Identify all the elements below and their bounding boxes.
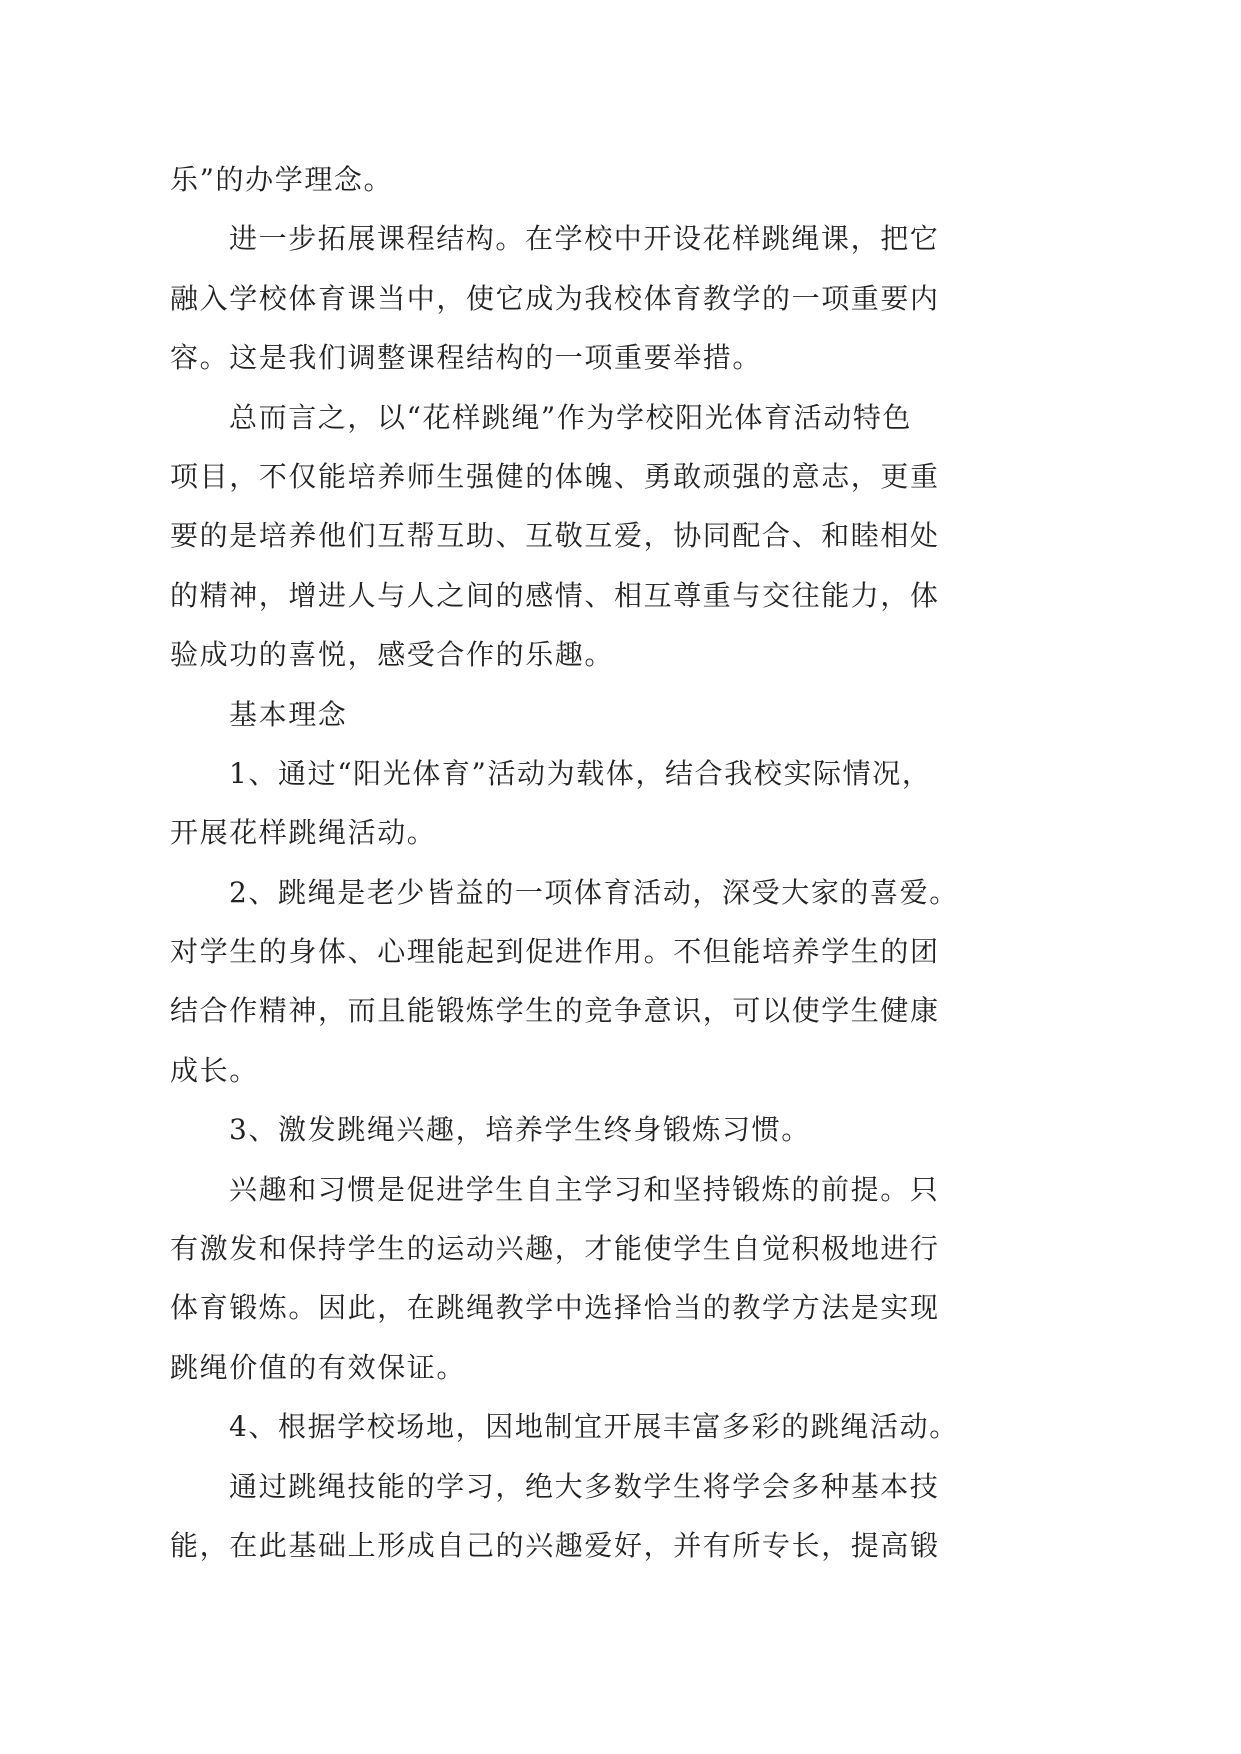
list-item-3 xyxy=(170,1100,990,1159)
text-line: 项目，不仅能培养师生强健的体魄、勇敢顽强的意志，更重 xyxy=(170,459,940,493)
text-line: 兴趣和习惯是促进学生自主学习和坚持锻炼的前提。只 xyxy=(229,1172,940,1206)
text-line: 乐”的办学理念。 xyxy=(170,163,394,196)
list-item-2 xyxy=(170,863,990,1101)
text-line: 容。这是我们调整课程结构的一项重要举措。 xyxy=(170,341,763,375)
text-line: 成长。 xyxy=(170,1053,259,1087)
text-line: 能，在此基础上形成自己的兴趣爱好，并有所专长，提高锻 xyxy=(170,1528,940,1562)
text-line: 的精神，增进人与人之间的感情、相互尊重与交往能力，体 xyxy=(170,578,940,612)
paragraph-interest-habits xyxy=(170,1160,990,1398)
text-line: 体育锻炼。因此，在跳绳教学中选择恰当的教学方法是实现 xyxy=(170,1291,940,1325)
section-heading-text: 基本理念 xyxy=(229,697,348,731)
text-line: 结合作精神，而且能锻炼学生的竞争意识，可以使学生健康 xyxy=(170,994,940,1028)
text-line: 进一步拓展课程结构。在学校中开设花样跳绳课，把它 xyxy=(229,222,940,256)
document-body xyxy=(170,150,990,1575)
text-line: 1、通过“阳光体育”活动为载体，结合我校实际情况， xyxy=(229,756,932,790)
text-line: 对学生的身体、心理能起到促进作用。不但能培养学生的团 xyxy=(170,935,940,969)
text-line: 验成功的喜悦，感受合作的乐趣。 xyxy=(170,638,615,672)
text-line: 有激发和保持学生的运动兴趣，才能使学生自觉积极地进行 xyxy=(170,1232,940,1266)
text-line: 3、激发跳绳兴趣，培养学生终身锻炼习惯。 xyxy=(229,1113,811,1147)
paragraph-skills xyxy=(170,1457,990,1576)
list-item-1 xyxy=(170,744,990,863)
paragraph-course-structure xyxy=(170,209,990,387)
text-line: 融入学校体育课当中，使它成为我校体育教学的一项重要内 xyxy=(170,281,940,315)
text-line: 2、跳绳是老少皆益的一项体育活动，深受大家的喜爱。 xyxy=(229,875,959,909)
text-line: 开展花样跳绳活动。 xyxy=(170,816,437,850)
section-heading xyxy=(170,685,990,744)
list-item-4 xyxy=(170,1397,990,1456)
paragraph-summary xyxy=(170,388,990,685)
text-line: 通过跳绳技能的学习，绝大多数学生将学会多种基本技 xyxy=(229,1469,940,1503)
paragraph-continuation xyxy=(170,150,990,209)
text-line: 跳绳价值的有效保证。 xyxy=(170,1350,467,1384)
text-line: 要的是培养他们互帮互助、互敬互爱，协同配合、和睦相处 xyxy=(170,519,940,553)
text-line: 4、根据学校场地，因地制宜开展丰富多彩的跳绳活动。 xyxy=(229,1410,959,1444)
text-line: 总而言之，以“花样跳绳”作为学校阳光体育活动特色 xyxy=(229,400,913,434)
